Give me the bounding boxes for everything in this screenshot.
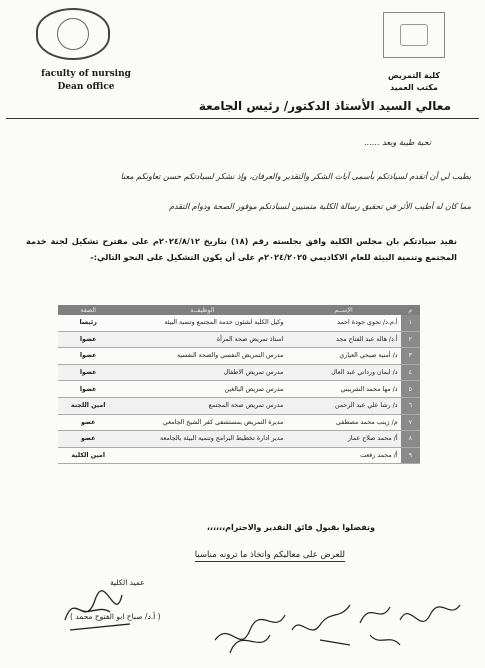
table-header-row	[58, 305, 420, 315]
row-num: ٦	[401, 397, 420, 414]
faculty-name-en: faculty of nursing	[41, 69, 131, 79]
table-row	[58, 431, 420, 448]
table-row	[58, 397, 420, 414]
member-name: د/ مها محمد الشربيني	[286, 381, 400, 398]
closing-line: وتفضلوا بقبول فائق التقدير والاحترام،،،،،،	[206, 523, 375, 532]
letter-body: نفيد سيادتكم بان مجلس الكلية وافق بجلسته رقم (١٨) بتاريخ ٢٠٢٤/٨/١٢م على مقترح تشكيل لجنة خدمة المجتمع وتنمية البيئة للعام الاكاديمي ٢٠٢٤/٢٠٢٥م على أن يكون التشكيل على النحو التالي:-	[26, 236, 457, 262]
president-handwritten-approval	[200, 585, 475, 660]
member-name: د/ ايمان ورداني عبد العال	[286, 364, 400, 381]
header-job: الوظيفــة	[118, 305, 286, 315]
for-review-line: للعرض على معاليكم واتخاذ ما ترونه مناسبا	[194, 550, 345, 560]
letter-title: معالي السيد الأستاذ الدكتور/ رئيس الجامعة	[198, 99, 451, 113]
dean-name: ( أ.د/ صباح ابو الفتوح محمد )	[70, 612, 161, 621]
member-job: مدرس تمريض الاطفال	[118, 364, 286, 381]
row-num: ٢	[401, 331, 420, 348]
row-num: ١	[401, 315, 420, 331]
member-name: د/ رشا علي عبد الرحمن	[286, 397, 400, 414]
row-num: ٨	[401, 431, 420, 448]
table-row	[58, 381, 420, 398]
committee-table	[58, 305, 420, 464]
header-num: م	[401, 305, 420, 315]
member-role: رئيسا	[58, 315, 118, 331]
member-role: عضوا	[58, 381, 118, 398]
english-letterhead	[26, 68, 146, 94]
table-row	[58, 348, 420, 365]
member-role: عضو	[58, 414, 118, 431]
member-job: مدرس تمريض البالغين	[118, 381, 286, 398]
row-num: ٣	[401, 348, 420, 365]
dean-signature	[60, 580, 140, 640]
member-job: وكيل الكلية لشئون خدمة المجتمع وتنمية البيئة	[118, 315, 286, 331]
member-name: أ.د/ هالة عبد الفتاح مجد	[286, 331, 400, 348]
member-name: أ.م.د/ نجوى جودة احمد	[286, 315, 400, 331]
member-job: استاذ تمريض صحة المرأة	[118, 331, 286, 348]
member-name: أ/ محمد رفعت	[286, 447, 400, 464]
member-job	[118, 447, 286, 464]
row-num: ٥	[401, 381, 420, 398]
member-name: أ/ محمد صلاح عمار	[286, 431, 400, 448]
row-num: ٧	[401, 414, 420, 431]
member-name: د/ أمنية صبحي العياري	[286, 348, 400, 365]
member-job: مدير ادارة تخطيط البرامج وتنمية البيئة بالجامعة	[118, 431, 286, 448]
member-role: عضو	[58, 431, 118, 448]
member-role: امين الكلية	[58, 447, 118, 464]
member-job: مدرس التمريض النفسي والصحة النفسية	[118, 348, 286, 365]
row-num: ٤	[401, 364, 420, 381]
row-num: ٩	[401, 447, 420, 464]
office-name-en: Dean office	[57, 82, 115, 92]
handwritten-line-1: يطيب لي أن أتقدم لسيادتكم بأسمى آيات الشكر والتقدير والعرفان، وإذ نشكر لسيادتكم حسن تعاونكم معنا	[120, 172, 471, 181]
faculty-logo	[383, 12, 445, 58]
title-divider	[6, 118, 479, 119]
member-name: م/ زينب محمد مصطفى	[286, 414, 400, 431]
header-role: الصفة	[58, 305, 118, 315]
table-row	[58, 315, 420, 331]
arabic-letterhead	[369, 70, 459, 94]
header-name: الإســم	[286, 305, 400, 315]
member-job: مديرة التمريض بمستشفى كفر الشيخ الجامعي	[118, 414, 286, 431]
table-row	[58, 364, 420, 381]
office-name-ar: مكتب العميد	[390, 83, 438, 92]
member-role: عضوا	[58, 348, 118, 365]
university-seal-logo	[36, 8, 110, 60]
table-row	[58, 414, 420, 431]
dean-title: عميد الكلية	[110, 578, 145, 587]
member-job: مدرس تمريض صحة المجتمع	[118, 397, 286, 414]
member-role: امين اللجنة	[58, 397, 118, 414]
table-row	[58, 331, 420, 348]
faculty-name-ar: كلية التمريض	[387, 71, 441, 80]
handwritten-line-2: مما كان له أطيب الأثر في تحقيق رسالة الكلية متمنيين لسيادتكم موفور الصحة ودوام التقدم	[169, 202, 471, 211]
greeting: تحية طيبة وبعد ......	[364, 138, 431, 147]
member-role: عضوا	[58, 331, 118, 348]
member-role: عضوا	[58, 364, 118, 381]
table-row	[58, 447, 420, 464]
